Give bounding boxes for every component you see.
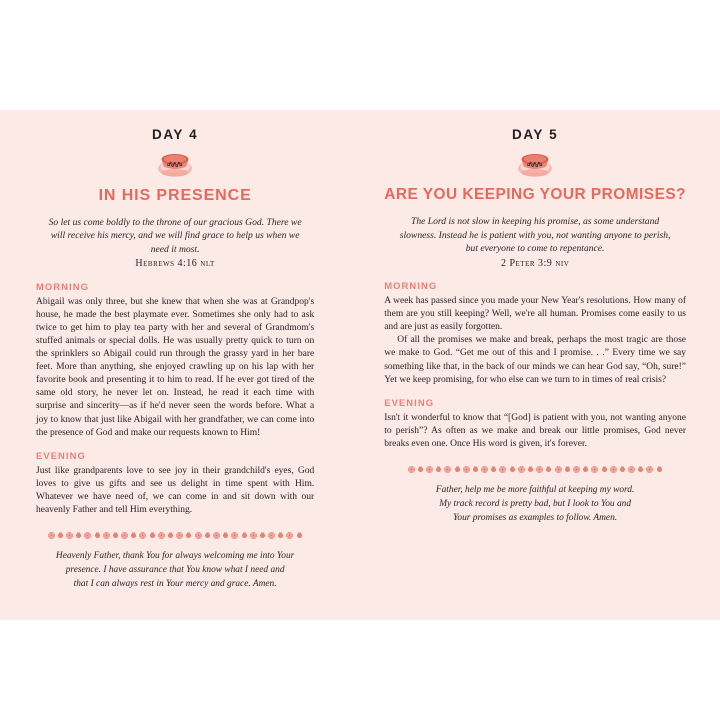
floral-ornament-icon — [195, 532, 202, 539]
section-body-evening — [384, 412, 686, 451]
scripture-text: So let us come boldly to the throne of our gracious God. There we will receive his mercy, and we will find grace to help us when we need it most. — [48, 216, 302, 255]
day-label: DAY 5 — [511, 127, 559, 142]
book-page-spread — [0, 110, 720, 620]
scripture-block — [42, 216, 308, 272]
floral-ornament-icon — [158, 532, 165, 539]
floral-ornament-icon — [601, 466, 608, 473]
floral-ornament-icon — [481, 466, 488, 473]
floral-ornament-icon — [286, 532, 293, 539]
prayer-line: Heavenly Father, thank You for always welcoming me into Your — [55, 551, 295, 562]
prayer-line: My track record is pretty bad, but I look to You and — [439, 499, 632, 510]
spread-columns — [0, 110, 720, 620]
floral-ornament-icon — [296, 532, 303, 539]
icon-container — [384, 148, 686, 178]
floral-ornament-icon — [75, 532, 82, 539]
floral-ornament-icon — [417, 466, 424, 473]
floral-ornament-icon — [518, 466, 525, 473]
paragraph: Of all the promises we make and break, perhaps the most tragic are those we make to God. “Get me out of this and I promise. . .” Every time we say something like that, in the back of our minds we can hear God say, “Oh, sure!” Yet we keep promising, for who else can we turn to in times of real crisis? — [384, 335, 686, 385]
scripture-text: The Lord is not slow in keeping his promise, as some understand slowness. Instead he is patient with you, not wanting anyone to perish, but everyone to come to repentance. — [399, 215, 671, 255]
prayer-line: that I can always rest in Your mercy and grace. Amen. — [73, 579, 277, 590]
prayer-line: Father, help me be more faithful at keeping my word. — [435, 485, 635, 496]
section-body-evening — [36, 465, 314, 517]
page-right-day-5 — [348, 110, 720, 620]
floral-ornament-icon — [408, 466, 415, 473]
floral-ornament-icon — [231, 532, 238, 539]
floral-ornament-icon — [628, 466, 635, 473]
devotion-title: IN HIS PRESENCE — [98, 187, 252, 204]
floral-ornament-icon — [536, 466, 543, 473]
section-heading-morning: MORNING — [36, 280, 90, 292]
floral-ornament-icon — [619, 466, 626, 473]
scripture-block — [398, 215, 672, 271]
floral-ornament-icon — [656, 466, 663, 473]
paragraph: Isn't it wonderful to know that “[God] is patient with you, not wanting anyone to perish”? As often as we make and break our little promises, God never breaks even one. Once His word is given, it's forever. — [384, 412, 686, 449]
floral-ornament-icon — [472, 466, 479, 473]
bowl-of-soup-icon — [156, 148, 194, 178]
floral-ornament-icon — [527, 466, 534, 473]
floral-ornament-icon — [250, 532, 257, 539]
scripture-reference: Hebrews 4:16 nlt — [135, 258, 215, 270]
floral-ornament-icon — [610, 466, 617, 473]
floral-ornament-icon — [582, 466, 589, 473]
floral-ornament-icon — [167, 532, 174, 539]
floral-ornament-icon — [545, 466, 552, 473]
prayer-block — [50, 549, 300, 591]
floral-ornament-icon — [112, 532, 119, 539]
icon-container — [36, 148, 314, 178]
floral-ornament-icon — [241, 532, 248, 539]
floral-ornament-icon — [139, 532, 146, 539]
day-label: DAY 4 — [151, 127, 199, 142]
floral-ornament-icon — [564, 466, 571, 473]
floral-ornament-icon — [222, 532, 229, 539]
section-body-morning — [384, 295, 686, 387]
floral-ornament-icon — [48, 532, 55, 539]
floral-ornament-icon — [490, 466, 497, 473]
floral-ornament-icon — [84, 532, 91, 539]
floral-ornament-icon — [426, 466, 433, 473]
floral-ornament-icon — [57, 532, 64, 539]
prayer-line: Your promises as examples to follow. Amen. — [453, 513, 618, 524]
floral-ornament-icon — [94, 532, 101, 539]
section-heading-morning: MORNING — [384, 279, 438, 291]
floral-ornament-icon — [121, 532, 128, 539]
section-body-morning — [36, 296, 314, 440]
paragraph: Abigail was only three, but she knew that when she was at Grandpop's house, he made the best playmate ever. Sometimes she only had to ask twice to get him to play tea party with her and several of Grandmom's stuffed animals or special dolls. He was usually pretty quick to turn on the sprinklers so Abigail could run through the grassy yard in her bare feet. More than anything, she enjoyed crawling up on his lap with her favorite book and presenting it to him to read. If he ever got tired of the same old story, he never let on. Instead, he read it each time with surprise and sincerity—as if he'd never seen the words before. What a joy to know that just like Abigail with her grandfather, we can come into the presence of God and make our requests known to Him! — [36, 296, 315, 438]
section-heading-evening: EVENING — [384, 396, 435, 408]
devotion-title: ARE YOU KEEPING YOUR PROMISES? — [384, 186, 686, 203]
floral-ornament-icon — [130, 532, 137, 539]
page-left-day-4 — [0, 110, 348, 620]
floral-ornament-icon — [259, 532, 266, 539]
floral-divider — [386, 464, 684, 474]
floral-ornament-icon — [454, 466, 461, 473]
floral-ornament-icon — [435, 466, 442, 473]
floral-ornament-icon — [463, 466, 470, 473]
section-heading-evening: EVENING — [36, 449, 86, 461]
floral-ornament-icon — [277, 532, 284, 539]
prayer-block — [398, 483, 672, 525]
floral-divider — [38, 530, 312, 540]
floral-ornament-icon — [444, 466, 451, 473]
floral-ornament-icon — [499, 466, 506, 473]
paragraph: A week has passed since you made your New Year's resolutions. How many of them are you still keeping? Well, we're all human. Promises come easily to us and are just as easily forgotten. — [384, 295, 686, 333]
scripture-reference: 2 Peter 3:9 niv — [500, 257, 570, 269]
floral-ornament-icon — [591, 466, 598, 473]
floral-ornament-icon — [176, 532, 183, 539]
floral-ornament-icon — [509, 466, 516, 473]
floral-ornament-icon — [573, 466, 580, 473]
floral-ornament-icon — [268, 532, 275, 539]
floral-ornament-icon — [555, 466, 562, 473]
floral-ornament-icon — [646, 466, 653, 473]
floral-ornament-icon — [103, 532, 110, 539]
floral-ornament-icon — [149, 532, 156, 539]
floral-ornament-icon — [637, 466, 644, 473]
paragraph: Just like grandparents love to see joy in their grandchild's eyes, God loves to give us gifts and see us delight in time spent with Him. Whatever we have need of, we can come in and sit down with our heavenly Father and tell Him everything. — [36, 465, 315, 516]
bowl-of-soup-icon — [516, 148, 554, 178]
floral-ornament-icon — [66, 532, 73, 539]
floral-ornament-icon — [185, 532, 192, 539]
floral-ornament-icon — [204, 532, 211, 539]
floral-ornament-icon — [213, 532, 220, 539]
prayer-line: presence. I have assurance that You know what I need and — [65, 565, 285, 576]
